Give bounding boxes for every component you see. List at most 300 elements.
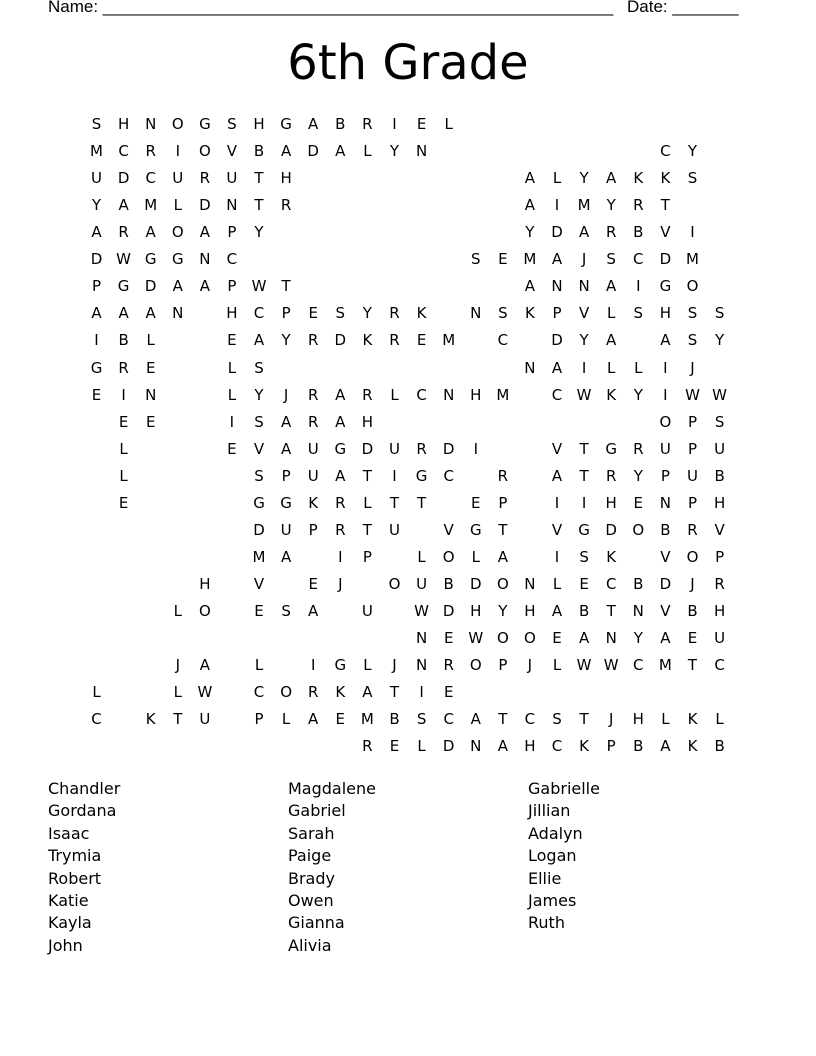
grid-letter: V	[660, 223, 671, 242]
grid-letter: N	[415, 656, 428, 674]
grid-letter: V	[714, 520, 725, 539]
grid-letter: J	[608, 710, 614, 729]
grid-letter: N	[145, 115, 157, 133]
grid-letter: M	[496, 385, 510, 404]
grid-letter: E	[227, 331, 237, 350]
grid-letter: L	[417, 547, 426, 566]
grid-letter: D	[117, 169, 130, 188]
grid-letter: A	[606, 331, 617, 350]
word-list-item: Gianna	[288, 913, 345, 933]
grid-letter: I	[554, 196, 560, 215]
grid-letter: T	[687, 656, 698, 674]
grid-letter: Y	[606, 196, 616, 215]
word-list-item: Owen	[288, 890, 334, 910]
grid-letter: A	[551, 601, 563, 620]
grid-letter: A	[335, 466, 346, 485]
grid-letter: A	[308, 601, 319, 620]
grid-letter: D	[144, 277, 157, 296]
grid-letter: C	[226, 250, 238, 269]
grid-letter: R	[307, 385, 319, 404]
grid-letter: U	[659, 439, 671, 458]
grid-letter: R	[145, 142, 156, 161]
word-list-item: Katie	[48, 890, 89, 910]
grid-letter: J	[690, 358, 695, 377]
grid-letter: N	[226, 196, 238, 215]
word-list-item: Logan	[528, 846, 577, 866]
grid-letter: T	[362, 520, 372, 539]
grid-letter: L	[607, 358, 616, 377]
grid-letter: W	[576, 385, 592, 404]
grid-letter: B	[714, 737, 725, 756]
grid-letter: U	[389, 520, 400, 539]
grid-letter: N	[199, 250, 211, 269]
grid-letter: L	[173, 683, 182, 702]
grid-letter: K	[416, 304, 427, 323]
grid-letter: O	[442, 547, 455, 566]
grid-letter: B	[443, 574, 454, 593]
grid-letter: L	[552, 656, 562, 674]
grid-letter: S	[714, 412, 725, 431]
grid-letter: I	[473, 439, 479, 458]
grid-letter: T	[579, 439, 589, 458]
word-list-item: Ruth	[528, 913, 565, 933]
grid-letter: V	[578, 304, 590, 323]
grid-letter: I	[419, 683, 424, 702]
grid-letter: L	[552, 169, 562, 188]
grid-letter: H	[117, 115, 130, 133]
grid-letter: U	[714, 439, 726, 458]
grid-letter: A	[578, 223, 590, 242]
grid-letter: Y	[633, 385, 643, 404]
grid-letter: G	[415, 466, 428, 485]
word-list-item: John	[48, 935, 83, 955]
grid-letter: E	[579, 574, 589, 593]
grid-letter: E	[416, 115, 427, 133]
grid-letter: L	[254, 656, 264, 674]
grid-letter: E	[633, 493, 644, 512]
grid-letter: U	[172, 169, 184, 188]
grid-letter: N	[470, 304, 482, 323]
grid-letter: U	[361, 601, 373, 620]
grid-letter: P	[498, 656, 508, 674]
grid-letter: T	[579, 466, 589, 485]
grid-letter: A	[308, 710, 319, 729]
grid-letter: Y	[254, 223, 264, 242]
grid-letter: L	[119, 439, 128, 458]
grid-letter: I	[392, 115, 397, 133]
word-list-item: Ellie	[528, 868, 562, 888]
grid-letter: I	[663, 385, 668, 404]
grid-letter: E	[118, 412, 129, 431]
grid-letter: O	[171, 223, 184, 242]
grid-letter: I	[338, 547, 343, 566]
grid-letter: E	[389, 737, 400, 756]
grid-letter: L	[227, 385, 237, 404]
grid-letter: A	[335, 142, 346, 161]
grid-letter: B	[633, 737, 644, 756]
grid-letter: G	[144, 250, 157, 269]
grid-letter: E	[91, 385, 102, 404]
grid-letter: B	[687, 601, 698, 620]
grid-letter: M	[90, 142, 103, 161]
grid-letter: S	[281, 601, 291, 620]
grid-letter: H	[605, 493, 617, 512]
word-list-item: Sarah	[288, 823, 335, 843]
grid-letter: A	[660, 737, 671, 756]
grid-letter: C	[660, 142, 671, 161]
grid-letter: E	[416, 331, 427, 350]
grid-letter: U	[199, 710, 211, 729]
grid-letter: P	[660, 466, 670, 485]
grid-letter: N	[632, 601, 644, 620]
grid-letter: G	[90, 358, 103, 377]
grid-letter: A	[280, 439, 292, 458]
grid-letter: L	[119, 466, 128, 485]
grid-letter: S	[471, 250, 481, 269]
grid-letter: Y	[389, 142, 400, 161]
grid-letter: D	[199, 196, 211, 215]
grid-letter: Y	[362, 304, 372, 323]
grid-letter: D	[659, 250, 672, 269]
grid-letter: K	[660, 169, 671, 188]
grid-letter: N	[659, 493, 671, 512]
grid-letter: H	[524, 601, 536, 620]
grid-letter: M	[252, 547, 266, 566]
grid-letter: L	[552, 574, 562, 593]
grid-letter: J	[392, 656, 397, 674]
grid-letter: A	[551, 466, 563, 485]
grid-letter: K	[335, 683, 346, 702]
grid-letter: A	[253, 331, 265, 350]
grid-letter: G	[199, 115, 211, 133]
grid-letter: I	[229, 412, 235, 431]
grid-letter: A	[199, 223, 211, 242]
grid-letter: O	[686, 547, 699, 566]
grid-letter: B	[578, 601, 590, 620]
grid-letter: I	[554, 493, 560, 512]
grid-letter: Y	[633, 466, 643, 485]
grid-letter: N	[172, 304, 184, 323]
grid-letter: I	[636, 277, 641, 296]
grid-letter: D	[442, 737, 455, 756]
grid-letter: R	[362, 115, 373, 133]
word-list-column	[48, 778, 288, 957]
grid-letter: S	[687, 304, 698, 323]
grid-letter: T	[498, 520, 508, 539]
word-list-item: Gabrielle	[528, 779, 600, 798]
grid-letter: G	[280, 493, 292, 512]
grid-letter: P	[308, 520, 318, 539]
grid-letter: G	[334, 439, 347, 458]
grid-letter: L	[363, 142, 372, 161]
grid-letter: Y	[579, 169, 589, 188]
grid-letter: O	[198, 142, 211, 161]
grid-letter: C	[253, 304, 265, 323]
grid-letter: W	[712, 385, 728, 404]
grid-letter: I	[175, 142, 181, 161]
grid-letter: P	[362, 547, 372, 566]
grid-letter: C	[145, 169, 156, 188]
grid-letter: R	[605, 223, 617, 242]
grid-letter: W	[251, 277, 267, 296]
grid-letter: U	[389, 439, 400, 458]
grid-letter: D	[551, 223, 563, 242]
grid-letter: O	[632, 520, 645, 539]
grid-letter: B	[253, 142, 265, 161]
grid-letter: E	[227, 439, 237, 458]
grid-letter: M	[686, 250, 699, 269]
grid-letter: A	[578, 629, 590, 647]
grid-letter: T	[254, 196, 264, 215]
grid-letter: B	[633, 223, 644, 242]
grid-letter: A	[118, 196, 129, 215]
grid-letter: L	[715, 710, 724, 729]
grid-letter: T	[362, 466, 372, 485]
grid-letter: L	[363, 493, 372, 512]
grid-letter: G	[280, 115, 292, 133]
grid-letter: C	[714, 656, 725, 674]
grid-letter: H	[524, 737, 536, 756]
grid-letter: S	[552, 710, 562, 729]
grid-letter: P	[91, 277, 102, 296]
grid-letter: C	[524, 710, 536, 729]
grid-letter: M	[144, 196, 158, 215]
word-list-column	[528, 778, 768, 957]
grid-letter: C	[633, 656, 644, 674]
word-list-item: Magdalene	[288, 779, 376, 798]
grid-letter: G	[117, 277, 130, 296]
grid-letter: N	[443, 385, 455, 404]
grid-letter: A	[660, 629, 671, 647]
word-list-column	[288, 778, 528, 957]
grid-letter: J	[175, 656, 181, 674]
grid-letter: T	[281, 277, 291, 296]
page-title: 6th Grade	[287, 35, 529, 91]
grid-letter: B	[335, 115, 346, 133]
grid-letter: N	[578, 277, 590, 296]
grid-letter: E	[254, 601, 264, 620]
grid-letter: A	[145, 304, 156, 323]
word-list-item: Trymia	[48, 846, 102, 866]
grid-letter: V	[551, 520, 563, 539]
grid-letter: L	[444, 115, 453, 133]
grid-letter: I	[581, 358, 587, 377]
word-list-item: Chandler	[48, 779, 121, 798]
grid-letter: U	[307, 439, 319, 458]
grid-letter: V	[253, 574, 265, 593]
grid-letter: E	[443, 629, 454, 647]
grid-letter: Y	[687, 142, 698, 161]
grid-letter: E	[471, 493, 481, 512]
grid-letter: I	[392, 466, 397, 485]
grid-letter: D	[361, 439, 374, 458]
grid-letter: M	[442, 331, 456, 350]
grid-letter: V	[660, 601, 671, 620]
grid-letter: A	[118, 304, 129, 323]
grid-letter: C	[253, 683, 265, 702]
grid-letter: T	[254, 169, 264, 188]
grid-letter: A	[145, 223, 156, 242]
grid-letter: A	[606, 169, 617, 188]
grid-letter: B	[714, 466, 725, 485]
grid-letter: K	[633, 169, 644, 188]
grid-letter: H	[659, 304, 672, 323]
grid-letter: A	[524, 196, 536, 215]
grid-letter: A	[280, 142, 292, 161]
grid-letter: P	[687, 493, 698, 512]
word-list-item: Kayla	[48, 913, 92, 933]
grid-letter: M	[658, 656, 672, 674]
grid-letter: T	[660, 196, 670, 215]
grid-letter: K	[308, 493, 319, 512]
grid-letter: L	[417, 737, 426, 756]
grid-letter: R	[389, 304, 400, 323]
grid-letter: C	[497, 331, 509, 350]
grid-letter: H	[632, 710, 644, 729]
grid-letter: S	[606, 250, 616, 269]
word-list-item: Gordana	[48, 801, 117, 821]
grid-letter: T	[417, 493, 427, 512]
grid-letter: I	[121, 385, 126, 404]
grid-letter: O	[198, 601, 211, 620]
grid-letter: A	[660, 331, 671, 350]
grid-letter: T	[389, 683, 400, 702]
grid-letter: C	[551, 737, 563, 756]
grid-letter: L	[634, 358, 643, 377]
grid-letter: A	[91, 223, 102, 242]
grid-letter: G	[334, 656, 347, 674]
grid-letter: L	[173, 196, 182, 215]
grid-letter: Y	[579, 331, 589, 350]
grid-letter: O	[523, 629, 536, 647]
grid-letter: D	[551, 331, 563, 350]
grid-letter: L	[607, 304, 616, 323]
grid-letter: A	[524, 169, 536, 188]
word-list-item: Isaac	[48, 823, 90, 843]
grid-letter: H	[470, 385, 482, 404]
grid-letter: C	[443, 710, 454, 729]
grid-letter: R	[335, 493, 346, 512]
grid-letter: T	[606, 601, 616, 620]
grid-letter: N	[524, 358, 536, 377]
date-field[interactable]: Date: _______	[627, 0, 739, 16]
grid-letter: J	[527, 656, 533, 674]
grid-letter: C	[118, 142, 129, 161]
grid-letter: R	[389, 331, 400, 350]
word-list-item: Robert	[48, 868, 102, 888]
grid-letter: O	[280, 683, 292, 702]
grid-letter: U	[416, 574, 428, 593]
name-field[interactable]: Name: ______________________________________________________	[48, 0, 614, 16]
grid-letter: P	[281, 304, 291, 323]
grid-letter: R	[307, 683, 319, 702]
grid-letter: R	[307, 331, 319, 350]
grid-letter: L	[390, 385, 399, 404]
grid-letter: J	[338, 574, 343, 593]
grid-letter: U	[280, 520, 292, 539]
grid-letter: R	[497, 466, 509, 485]
grid-letter: S	[254, 466, 264, 485]
grid-letter: O	[496, 574, 509, 593]
grid-letter: B	[389, 710, 400, 729]
grid-letter: R	[443, 656, 454, 674]
grid-letter: Y	[525, 223, 535, 242]
grid-letter: H	[713, 493, 726, 512]
grid-letter: N	[524, 574, 536, 593]
grid-letter: H	[199, 574, 211, 593]
grid-letter: S	[714, 304, 725, 323]
grid-letter: G	[659, 277, 672, 296]
grid-letter: E	[145, 412, 156, 431]
grid-letter: R	[714, 574, 725, 593]
grid-letter: S	[498, 304, 508, 323]
grid-letter: L	[661, 710, 670, 729]
grid-letter: P	[227, 277, 237, 296]
grid-letter: R	[118, 223, 129, 242]
grid-letter: V	[551, 439, 563, 458]
grid-letter: R	[416, 439, 427, 458]
grid-letter: H	[361, 412, 374, 431]
grid-letter: D	[307, 142, 319, 161]
grid-letter: L	[363, 656, 372, 674]
grid-letter: N	[470, 737, 482, 756]
grid-letter: H	[226, 304, 238, 323]
grid-letter: Y	[633, 629, 643, 647]
grid-letter: R	[199, 169, 211, 188]
grid-letter: P	[552, 304, 562, 323]
grid-letter: O	[469, 656, 482, 674]
grid-letter: G	[605, 439, 617, 458]
word-list-item: Gabriel	[288, 801, 346, 821]
grid-letter: Y	[281, 331, 291, 350]
grid-letter: R	[633, 196, 644, 215]
grid-letter: D	[605, 520, 617, 539]
grid-letter: K	[687, 710, 698, 729]
grid-letter: V	[253, 439, 265, 458]
grid-letter: L	[227, 358, 237, 377]
grid-letter: A	[551, 250, 563, 269]
grid-letter: A	[497, 547, 509, 566]
grid-letter: U	[91, 169, 102, 188]
word-list-item: Paige	[288, 846, 332, 866]
grid-letter: A	[199, 277, 211, 296]
grid-letter: S	[416, 710, 427, 729]
grid-letter: C	[633, 250, 644, 269]
grid-letter: J	[581, 250, 587, 269]
grid-letter: A	[280, 412, 292, 431]
grid-letter: E	[687, 629, 698, 647]
grid-letter: C	[605, 574, 617, 593]
grid-letter: D	[334, 331, 347, 350]
grid-letter: D	[470, 574, 482, 593]
grid-letter: S	[254, 358, 264, 377]
grid-letter: W	[685, 385, 700, 404]
grid-letter: B	[633, 574, 644, 593]
grid-letter: K	[687, 737, 698, 756]
grid-letter: K	[145, 710, 156, 729]
grid-letter: I	[554, 547, 560, 566]
grid-letter: H	[253, 115, 265, 133]
grid-letter: L	[173, 601, 182, 620]
grid-letter: A	[335, 385, 346, 404]
grid-letter: G	[469, 520, 482, 539]
grid-letter: N	[551, 277, 563, 296]
grid-letter: D	[442, 601, 455, 620]
grid-letter: P	[498, 493, 508, 512]
grid-letter: E	[308, 574, 318, 593]
grid-letter: R	[687, 520, 698, 539]
grid-letter: D	[90, 250, 103, 269]
